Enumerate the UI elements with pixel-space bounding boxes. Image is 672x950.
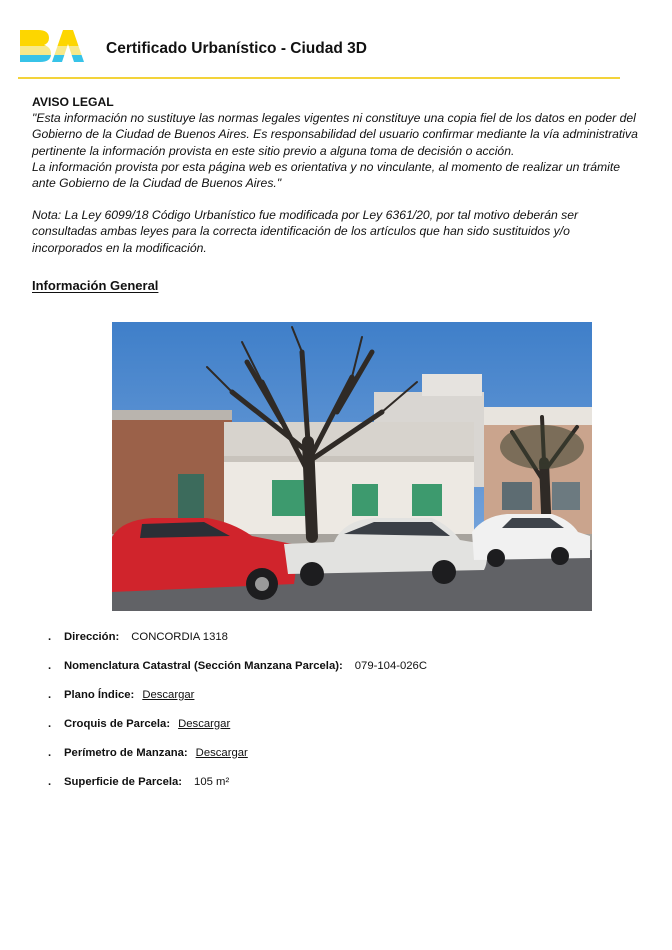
info-label: Dirección: (64, 630, 120, 643)
page-title: Certificado Urbanístico - Ciudad 3D (106, 40, 367, 57)
list-bullet: . (48, 630, 52, 643)
legal-notice-note: Nota: La Ley 6099/18 Código Urbanístico fue modificada por Ley 6361/20, por tal motivo deberán ser consultadas ambas leyes para la correcta identificación de los artículos que han sido sustituidos y/o incorporados en la modificación. (32, 208, 579, 255)
info-label: Nomenclatura Catastral (Sección Manzana Parcela): (64, 659, 343, 672)
legal-notice-paragraph: "Esta información no sustituye las normas legales vigentes ni constituye una copia fiel de los datos en poder del Gobierno de la Ciudad de Buenos Aires. Es responsabilidad del usuario confirmar mediante la vía administrativa pertinente la información provista en este sitio previo a alguna toma de decisión o acción. (32, 111, 638, 158)
page-header (18, 26, 620, 80)
info-label: Superficie de Parcela: (64, 775, 183, 788)
info-item-plano-indice (48, 680, 628, 709)
info-label: Croquis de Parcela: (64, 717, 171, 730)
legal-notice (32, 94, 642, 256)
list-bullet: . (48, 659, 52, 672)
perimetro-download-link[interactable]: Descargar (195, 746, 248, 759)
list-bullet: . (48, 775, 52, 788)
info-item-croquis (48, 709, 628, 738)
header-divider (18, 77, 620, 79)
legal-notice-title: AVISO LEGAL (32, 95, 114, 109)
info-item-cadastral (48, 651, 628, 680)
info-label: Perímetro de Manzana: (64, 746, 188, 759)
cadastral-value: 079-104-026C (354, 659, 427, 672)
plano-indice-download-link[interactable]: Descargar (142, 688, 195, 701)
section-title-general: Información General (32, 278, 159, 293)
general-info-list (48, 622, 628, 796)
info-label: Plano Índice: (64, 688, 135, 701)
info-item-superficie (48, 767, 628, 796)
superficie-value: 105 m² (194, 775, 230, 788)
info-item-address (48, 622, 628, 651)
croquis-download-link[interactable]: Descargar (178, 717, 231, 730)
list-bullet: . (48, 746, 52, 759)
info-item-perimetro (48, 738, 628, 767)
legal-notice-paragraph: La información provista por esta página web es orientativa y no vinculante, al momento de realizar un trámite ante Gobierno de la Ciudad de Buenos Aires." (32, 159, 621, 191)
list-bullet: . (48, 688, 52, 701)
list-bullet: . (48, 717, 52, 730)
street-photo (112, 322, 592, 611)
ba-logo (18, 26, 86, 66)
address-value: CONCORDIA 1318 (131, 630, 228, 643)
